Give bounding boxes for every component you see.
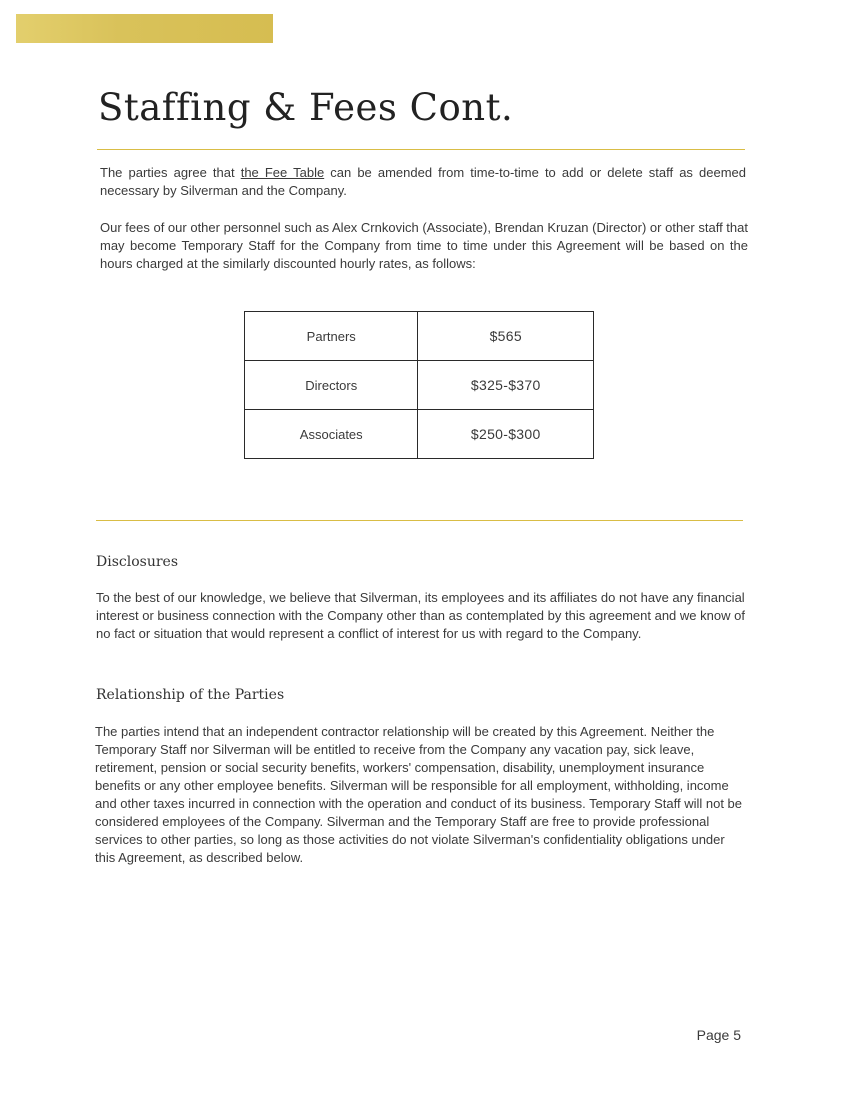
table-row xyxy=(245,312,594,361)
table-cell-role: Partners xyxy=(245,312,418,361)
relationship-heading: Relationship of the Parties xyxy=(96,687,285,703)
disclosures-heading: Disclosures xyxy=(96,554,178,570)
p1-text-start: The parties agree that xyxy=(100,165,241,180)
p1-text-end: can be amended from time-to-time to add or delete staff as deemed necessary by Silverman and the Company. xyxy=(100,165,746,198)
table-cell-rate: $250-$300 xyxy=(418,410,594,459)
relationship-paragraph: The parties intend that an independent contractor relationship will be created by this Agreement. Neither the Temporary Staff nor Silverman will be entitled to receive from the Company any vacation pay, sick leave, retirement, pension or social security benefits, workers' compensation, disability, unemployment insurance benefits or any other employee benefits. Silverman will be responsible for all employment, withholding, income and other taxes incurred in connection with the operation and conduct of its business. Temporary Staff will not be considered employees of the Company. Silverman and the Temporary Staff are free to provide professional services to other parties, so long as those activities do not violate Silverman's confidentiality obligations under this Agreement, as described below. xyxy=(95,724,743,865)
fee-rate-table xyxy=(244,311,594,459)
page-number: Page 5 xyxy=(696,1027,741,1043)
table-cell-rate: $565 xyxy=(418,312,594,361)
table-cell-role: Associates xyxy=(245,410,418,459)
table-cell-role: Directors xyxy=(245,361,418,410)
fee-table-amendment-paragraph xyxy=(100,164,746,200)
page-title: Staffing & Fees Cont. xyxy=(98,86,514,129)
disclosures-paragraph: To the best of our knowledge, we believe that Silverman, its employees and its affiliates do not have any financial interest or business connection with the Company other than as contemplated by this agreement and we know of no fact or situation that would represent a conflict of interest for us with regard to the Company. xyxy=(96,590,745,641)
table-cell-rate: $325-$370 xyxy=(418,361,594,410)
personnel-fees-paragraph: Our fees of our other personnel such as Alex Crnkovich (Associate), Brendan Kruzan (Director) or other staff that may become Temporary Staff for the Company from time to time under this Agreement will be based on the hours charged at the similarly discounted hourly rates, as follows: xyxy=(100,220,748,271)
table-row xyxy=(245,361,594,410)
top-divider xyxy=(97,149,745,150)
fee-table-link[interactable]: the Fee Table xyxy=(240,165,325,180)
table-row xyxy=(245,410,594,459)
section-divider xyxy=(96,520,743,521)
header-gold-band xyxy=(16,14,273,43)
